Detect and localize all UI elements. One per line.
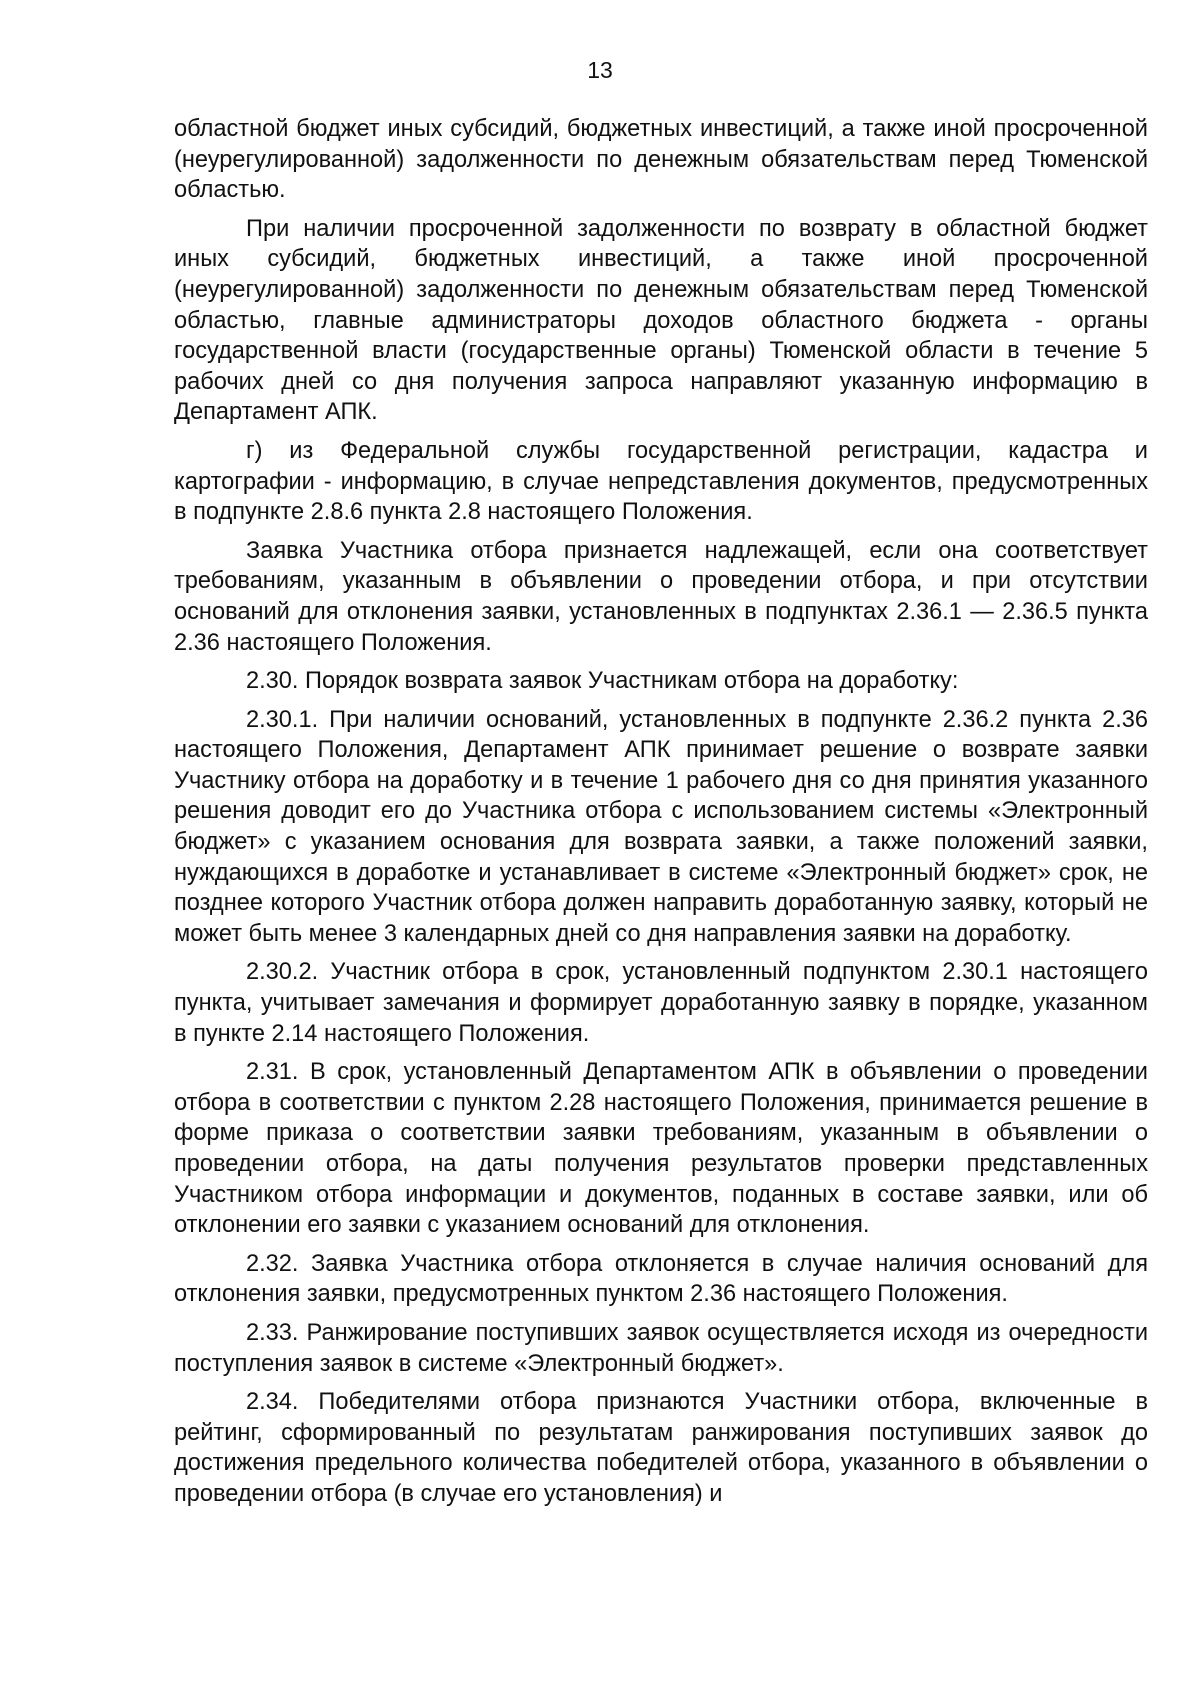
paragraph-overdue-debt-info: При наличии просроченной задолженности по возврату в областной бюджет иных субсидий, бюджетных инвестиций, а также иной просроченной (неурегулированной) задолженности по денежным обязательствам перед Тюменской областью, главные администраторы доходов областного бюджета - органы государственной власти (государственные органы) Тюменской области в течение 5 рабочих дней со дня получения запроса направляют указанную информацию в Департамент АПК. [174, 215, 1148, 426]
paragraph-2-32: 2.32. Заявка Участника отбора отклоняется в случае наличия оснований для отклонения заявки, предусмотренных пунктом 2.36 настоящего Положения. [174, 1250, 1148, 1308]
paragraph-2-30: 2.30. Порядок возврата заявок Участникам отбора на доработку: [246, 668, 959, 695]
page-number: 13 [587, 57, 613, 83]
paragraph-item-g-rosreestr: г) из Федеральной службы государственной регистрации, кадастра и картографии - информацию, в случае непредставления документов, предусмотренных в подпункте 2.8.6 пункта 2.8 настоящего Положения. [174, 437, 1148, 526]
paragraph-2-31: 2.31. В срок, установленный Департаментом АПК в объявлении о проведении отбора в соответствии с пунктом 2.28 настоящего Положения, принимается решение в форме приказа о соответствии заявки требованиям, указанным в объявлении о проведении отбора, на даты получения результатов проверки представленных Участником отбора информации и документов, поданных в составе заявки, или об отклонении его заявки с указанием оснований для отклонения. [174, 1059, 1148, 1239]
paragraph-2-30-1: 2.30.1. При наличии оснований, установленных в подпункте 2.36.2 пункта 2.36 настоящего Положения, Департамент АПК принимает решение о возврате заявки Участнику отбора на доработку и в течение 1 рабочего дня со дня принятия указанного решения доводит его до Участника отбора с использованием системы «Электронный бюджет» с указанием основания для возврата заявки, а также положений заявки, нуждающихся в доработке и устанавливает в системе «Электронный бюджет» срок, не позднее которого Участник отбора должен направить доработанную заявку, который не может быть менее 3 календарных дней со дня направления заявки на доработку. [174, 706, 1148, 947]
paragraph-2-34: 2.34. Победителями отбора признаются Участники отбора, включенные в рейтинг, сформированный по результатам ранжирования поступивших заявок до достижения предельного количества победителей отбора, указанного в объявлении о проведении отбора (в случае его установления) и [174, 1389, 1148, 1507]
paragraph-continuation: областной бюджет иных субсидий, бюджетных инвестиций, а также иной просроченной (неурегулированной) задолженности по денежным обязательствам перед Тюменской областью. [174, 116, 1148, 204]
paragraph-2-33: 2.33. Ранжирование поступивших заявок осуществляется исходя из очередности поступления заявок в системе «Электронный бюджет». [174, 1319, 1148, 1377]
document-body [174, 114, 1148, 1518]
paragraph-application-proper: Заявка Участника отбора признается надлежащей, если она соответствует требованиям, указанным в объявлении о проведении отбора, и при отсутствии оснований для отклонения заявки, установленных в подпунктах 2.36.1 — 2.36.5 пункта 2.36 настоящего Положения. [174, 537, 1148, 656]
paragraph-2-30-2: 2.30.2. Участник отбора в срок, установленный подпунктом 2.30.1 настоящего пункта, учитывает замечания и формирует доработанную заявку в порядке, указанном в пункте 2.14 настоящего Положения. [174, 959, 1148, 1047]
